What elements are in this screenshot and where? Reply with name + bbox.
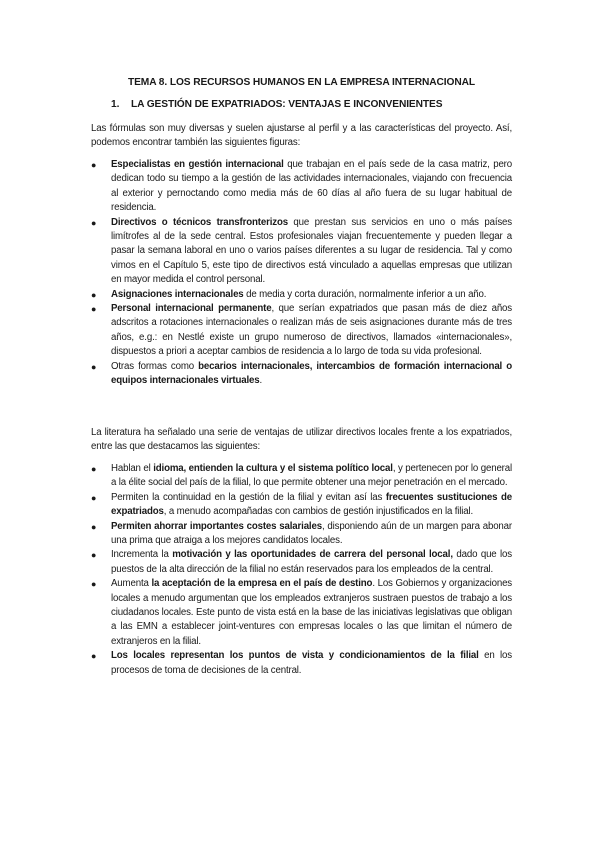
bullet-icon: ●	[91, 550, 97, 561]
list-item	[91, 216, 512, 288]
list-item-text: que prestan sus servicios en uno o más países limítrofes al de la sede central. Estos profesionales viajan frecuentemente y pueden llegar a pasar la semana laboral en uno o varios países diferentes a su lugar de residencia. Tal y como vimos en el Capítulo 5, este tipo de directivos está vinculado a aquellas empresas que utilizan en mayor medida el control personal.	[111, 216, 512, 286]
section-number: 1.	[111, 99, 120, 110]
figures-list	[91, 158, 512, 389]
list-item-bold: la aceptación de la empresa en el país de destino	[151, 578, 373, 590]
list-item-bold: Permiten ahorrar importantes costes salariales	[111, 520, 322, 532]
list-item-text: .	[259, 375, 263, 387]
list-item	[91, 158, 512, 216]
list-item-bold: motivación y las oportunidades de carrera del personal local,	[172, 549, 453, 561]
bullet-icon: ●	[91, 217, 97, 228]
list-item-text: Permiten la continuidad en la gestión de la filial y evitan así las	[111, 491, 386, 503]
list-item-text: . Los Gobiernos y organizaciones locales a menudo argumentan que los empleados extranjeros sustraen puestos de trabajo a los ciudadanos locales. Este punto de vista está en la base de las iniciativas legislativas que obligan a las EMN a establecer joint-ventures con empresas locales o las que limitan el número de extranjeros en la filial.	[111, 578, 513, 647]
list-item-text: de media y corta duración, normalmente inferior a un año.	[243, 288, 487, 300]
list-item	[91, 491, 512, 520]
list-item-text: Otras formas como	[111, 360, 199, 372]
list-item-text: Hablan el	[111, 463, 154, 474]
list-item-bold: Directivos o técnicos transfronterizos	[111, 216, 288, 228]
list-item-text: Incrementa la	[111, 549, 173, 561]
list-item	[91, 577, 512, 649]
list-item-text: , disponiendo aún de un margen para abonar una prima que atraiga a los mejores candidatos locales.	[111, 520, 512, 547]
list-item-bold: becarios internacionales, intercambios de formación internacional o equipos internacionales virtuales	[111, 360, 512, 387]
list-item-bold: Los locales representan los puntos de vista y condicionamientos de la filial	[111, 650, 479, 662]
list-item-text: , a menudo acompañadas con cambios de gestión injustificados en la filial.	[163, 506, 474, 518]
list-item	[91, 360, 512, 389]
list-item-bold: frecuentes sustituciones de expatriados	[111, 491, 512, 518]
section-heading	[111, 99, 442, 110]
list-item-text: en los procesos de toma de decisiones de la central.	[111, 650, 512, 676]
bullet-icon: ●	[91, 160, 97, 170]
list-item-text: que trabajan en el país sede de la casa matriz, pero dedican todo su tiempo a la gestión de las actividades internacionales, viajando con frecuencia al exterior y pernoctando como media más de 60 días al año fuera de su lugar habitual de residencia.	[111, 159, 512, 214]
list-item	[91, 302, 512, 360]
list-item-text: , y pertenecen por lo general a la élite social del país de la filial, lo que permite obtener una mejor penetración en el mercado.	[111, 463, 513, 489]
bullet-icon: ●	[91, 579, 97, 590]
list-item	[91, 520, 512, 549]
bullet-icon: ●	[91, 521, 97, 532]
list-item	[91, 548, 512, 577]
list-item-text: Aumenta	[111, 578, 152, 590]
advantages-list	[91, 462, 512, 678]
list-item-bold: Personal internacional permanente	[111, 303, 272, 315]
bullet-icon: ●	[91, 304, 97, 315]
document-title: TEMA 8. LOS RECURSOS HUMANOS EN LA EMPRESA INTERNACIONAL	[127, 77, 476, 88]
intro-paragraph: Las fórmulas son muy diversas y suelen ajustarse al perfil y a las características del proyecto. Así, podemos encontrar también las siguientes figuras:	[91, 123, 512, 149]
list-item	[91, 649, 512, 678]
list-item	[91, 288, 512, 302]
bullet-icon: ●	[91, 492, 97, 503]
bullet-icon: ●	[91, 464, 97, 474]
bullet-icon: ●	[91, 361, 97, 372]
bullet-icon: ●	[91, 651, 97, 662]
bullet-icon: ●	[91, 289, 97, 300]
list-item-text: , que serían expatriados que pasan más de diez años adscritos a rotaciones internacionales o realizan más de seis asignaciones durante más de tres años, e.g.: en Nestlé existe un grupo numeroso de directivos, llamados «internacionales», dispuestos a priori a aceptar cambios de residencia a lo largo de toda su vida profesional.	[111, 303, 512, 358]
list-item-text: dado que los puestos de la alta dirección de la filial no están reservados para los empleados de la central.	[111, 549, 512, 575]
list-item-bold: Asignaciones internacionales	[111, 288, 244, 300]
section-heading-text: LA GESTIÓN DE EXPATRIADOS: VENTAJAS E INCONVENIENTES	[131, 99, 443, 110]
list-item	[91, 462, 512, 491]
list-item-bold: Especialistas en gestión internacional	[111, 159, 284, 170]
list-item-bold: idioma, entienden la cultura y el sistema político local	[153, 463, 393, 474]
advantages-intro-paragraph: La literatura ha señalado una serie de ventajas de utilizar directivos locales frente a los expatriados, entre las que destacamos las siguientes:	[91, 427, 512, 453]
